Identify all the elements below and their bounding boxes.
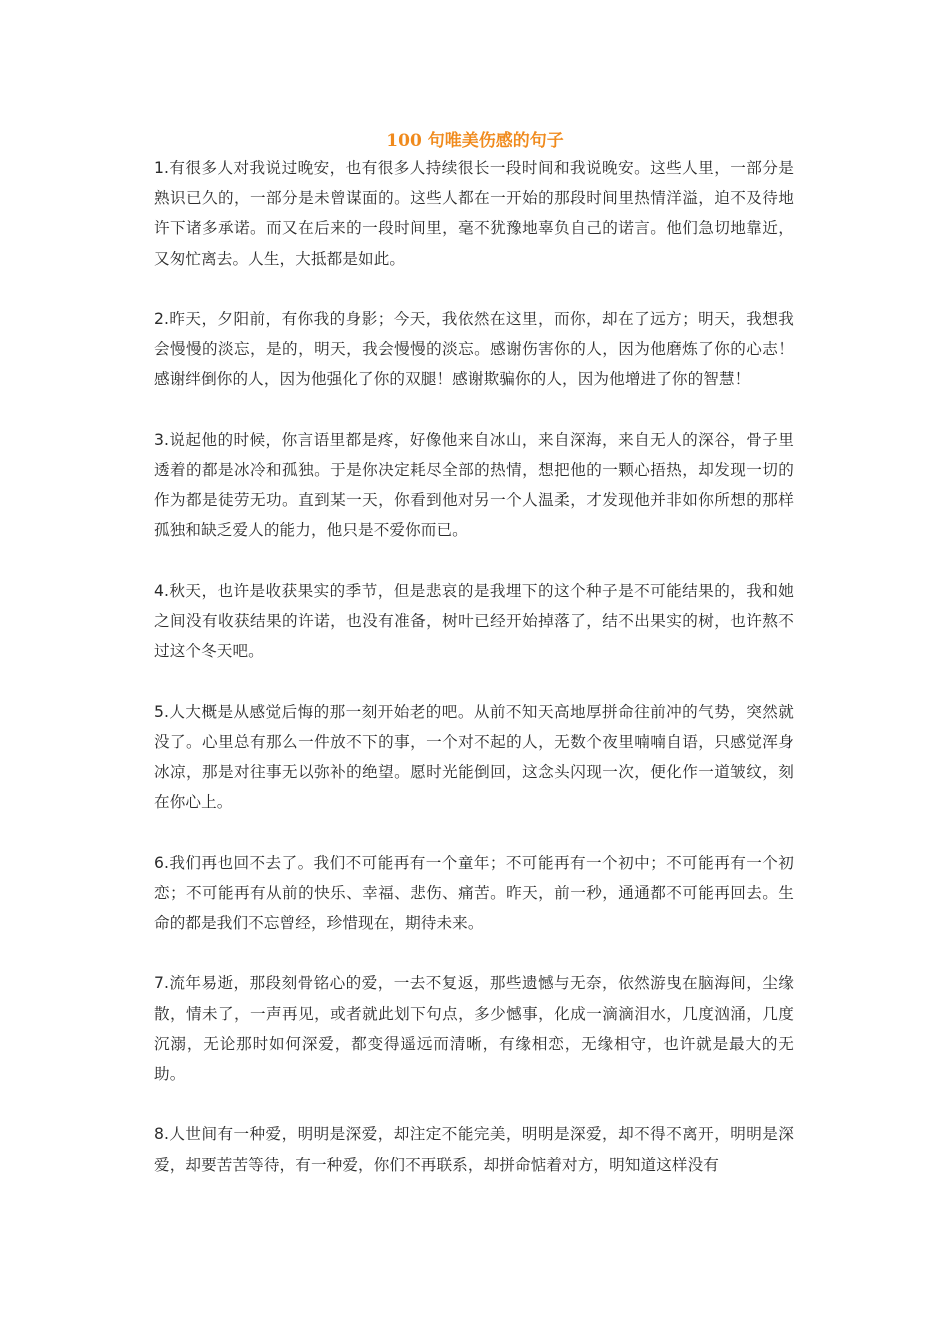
paragraph-5: 5.人大概是从感觉后悔的那一刻开始老的吧。从前不知天高地厚拼命往前冲的气势，突然就没了。心里总有那么一件放不下的事，一个对不起的人，无数个夜里喃喃自语，只感觉浑身冰凉，那是对往事无以弥补的绝望。愿时光能倒回，这念头闪现一次，便化作一道皱纹，刻在你心上。: [154, 702, 794, 812]
paragraph-2: 2.昨天，夕阳前，有你我的身影；今天，我依然在这里，而你，却在了远方；明天，我想我会慢慢的淡忘，是的，明天，我会慢慢的淡忘。感谢伤害你的人，因为他磨炼了你的心志！感谢绊倒你的人，因为他强化了你的双腿！感谢欺骗你的人，因为他增进了你的智慧！: [154, 310, 794, 389]
paragraph-1: 1.有很多人对我说过晚安，也有很多人持续很长一段时间和我说晚安。这些人里，一部分是熟识已久的，一部分是未曾谋面的。这些人都在一开始的那段时间里热情洋溢，迫不及待地许下诸多承诺。而又在后来的一段时间里，毫不犹豫地辜负自己的诺言。他们急切地靠近，又匆忙离去。人生，大抵都是如此。: [154, 159, 794, 268]
document-title: 100 句唯美伤感的句子: [386, 131, 564, 151]
paragraph-7: 7.流年易逝，那段刻骨铭心的爱，一去不复返，那些遗憾与无奈，依然游曳在脑海间，尘缘散，情未了，一声再见，或者就此划下句点，多少憾事，化成一滴滴泪水，几度汹涌，几度沉溺，无论那时如何深爱，都变得遥远而清晰，有缘相恋，无缘相守，也许就是最大的无助。: [154, 974, 794, 1083]
paragraph-4: 4.秋天，也许是收获果实的季节，但是悲哀的是我埋下的这个种子是不可能结果的，我和她之间没有收获结果的许诺，也没有准备，树叶已经开始掉落了，结不出果实的树，也许熬不过这个冬天吧。: [154, 581, 794, 661]
paragraph-3: 3.说起他的时候，你言语里都是疼，好像他来自冰山，来自深海，来自无人的深谷，骨子里透着的都是冰冷和孤独。于是你决定耗尽全部的热情，想把他的一颗心捂热，却发现一切的作为都是徒劳无功。直到某一天，你看到他对另一个人温柔，才发现他并非如你所想的那样孤独和缺乏爱人的能力，他只是不爱你而已。: [154, 430, 794, 540]
paragraph-8: 8.人世间有一种爱，明明是深爱，却注定不能完美，明明是深爱，却不得不离开，明明是深爱，却要苦苦等待，有一种爱，你们不再联系，却拼命惦着对方，明知道这样没有: [154, 1125, 794, 1174]
paragraph-6: 6.我们再也回不去了。我们不可能再有一个童年；不可能再有一个初中；不可能再有一个初恋；不可能再有从前的快乐、幸福、悲伤、痛苦。昨天，前一秒，通通都不可能再回去。生命的都是我们不忘曾经，珍惜现在，期待未来。: [154, 853, 794, 932]
document-body: [154, 153, 794, 1210]
